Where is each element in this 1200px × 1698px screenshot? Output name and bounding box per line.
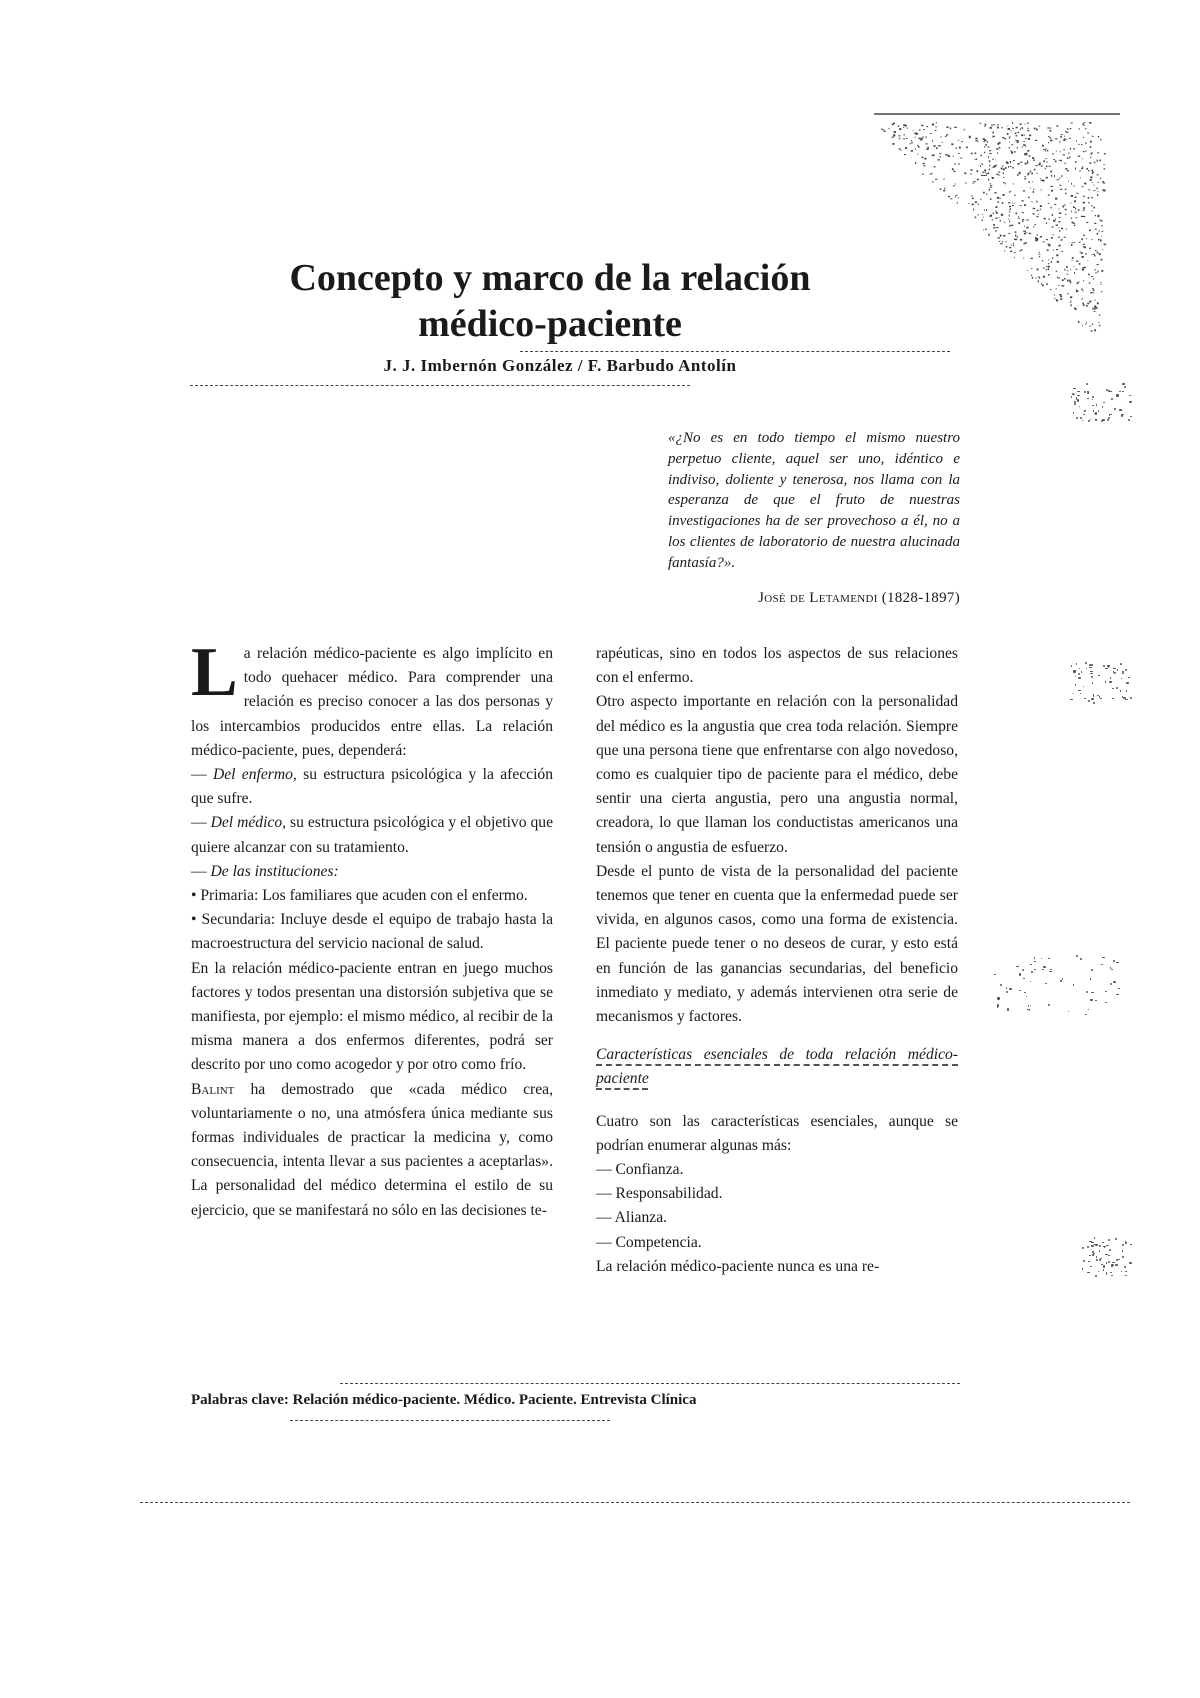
- margin-speckle-3: [990, 955, 1120, 1015]
- list-item-alliance: — Alianza.: [596, 1209, 668, 1227]
- epigraph-author: José de Letamendi (1828-1897): [758, 590, 960, 606]
- list-item-doctor: — Del médico, su estructura psicológica y el objetivo que quiere alcanzar con su tratamiento.: [191, 814, 553, 856]
- drop-cap: L: [191, 634, 238, 711]
- title-line-2: médico-paciente: [418, 303, 682, 345]
- speckle-triangle-decoration: [870, 112, 1120, 342]
- paragraph-balint: Balint ha demostrado que «cada médico crea, voluntariamente o no, una atmósfera única mediante sus formas individuales de practicar la medicina y, como consecuencia, intenta llevar a sus pacientes a aceptarlas». La personalidad del médico determina el estilo de su ejercicio, que se manifestará no sólo en las decisiones te-: [191, 1080, 553, 1219]
- list-item-trust: — Confianza.: [596, 1161, 684, 1179]
- list-item-competence: — Competencia.: [596, 1233, 702, 1251]
- author-name-balint: Balint: [191, 1080, 235, 1098]
- bullet-secondary: • Secundaria: Incluye desde el equipo de trabajo hasta la macroestructura del servicio nacional de salud.: [191, 911, 553, 953]
- paragraph-closing: La relación médico-paciente nunca es una re-: [596, 1257, 880, 1275]
- keywords-divider-top: [340, 1383, 960, 1384]
- right-column: [596, 642, 958, 1279]
- margin-speckle-1: [1070, 382, 1130, 422]
- paragraph-patient-personality: Desde el punto de vista de la personalidad del paciente tenemos que tener en cuenta que la enfermedad puede ser vivida, en algunos casos, como una forma de existencia. El paciente puede tener o no deseos de curar, y esto está en función de las ganancias secundarias, del beneficio inmediato y mediato, y además intervienen otra serie de mecanismos y factores.: [596, 862, 958, 1026]
- list-item-patient: — Del enfermo, su estructura psicológica y la afección que sufre.: [191, 766, 554, 808]
- title-line-1: Concepto y marco de la relación: [289, 257, 811, 299]
- footer-divider: [140, 1502, 1130, 1503]
- title-divider-right: [520, 351, 950, 352]
- paragraph-anxiety: Otro aspecto importante en relación con la personalidad del médico es la angustia que crea toda relación. Siempre que una persona tiene que enfrentarse con algo novedoso, como es cualquier tipo de paciente para el médico, debe sentir una cierta angustia, pero una angustia normal, creadora, lo que llaman los conductistas americanos una tensión o angustia de esfuerzo.: [596, 693, 958, 856]
- margin-speckle-4: [1080, 1235, 1130, 1275]
- left-column: [191, 634, 554, 1223]
- title-divider-left: [190, 385, 690, 386]
- article-authors: J. J. Imbernón González / F. Barbudo Antolín: [383, 356, 737, 375]
- keywords-divider-bottom: [290, 1420, 610, 1421]
- margin-speckle-2: [1070, 662, 1130, 702]
- paragraph-factors: En la relación médico-paciente entran en juego muchos factores y todos presentan una distorsión subjetiva que se manifiesta, por ejemplo: el mismo médico, al recibir de la misma manera a dos enfermos diferentes, podrá ser descrito por uno como acogedor y por otro como frío.: [191, 959, 553, 1074]
- paragraph-characteristics: Cuatro son las características esenciales, aunque se podrían enumerar algunas más:: [596, 1112, 958, 1154]
- list-item-institutions: — De las instituciones:: [191, 862, 339, 880]
- paragraph-continuation: rapéuticas, sino en todos los aspectos de sus relaciones con el enfermo.: [596, 645, 958, 687]
- intro-paragraph: La relación médico-paciente es algo implícito en todo quehacer médico. Para comprender una relación es preciso conocer a las dos personas y los intercambios producidos entre ellas. La relación médico-paciente, pues, dependerá:: [191, 634, 553, 759]
- epigraph-quote: «¿No es en todo tiempo el mismo nuestro perpetuo cliente, aquel ser uno, idéntico e indiviso, doliente y tenerosa, nos llama con la esperanza de que el fruto de nuestras investigaciones ha de ser provechoso a él, no a los clientes de laboratorio de nuestra alucinada fantasía?».: [668, 430, 960, 571]
- keywords-line: Palabras clave: Relación médico-paciente. Médico. Paciente. Entrevista Clínica: [191, 1392, 697, 1408]
- list-item-responsibility: — Responsabilidad.: [596, 1185, 723, 1203]
- article-title: [240, 255, 860, 347]
- bullet-primary: • Primaria: Los familiares que acuden con el enfermo.: [191, 887, 528, 905]
- section-subheading: Características esenciales de toda relación médico-paciente: [596, 1046, 958, 1088]
